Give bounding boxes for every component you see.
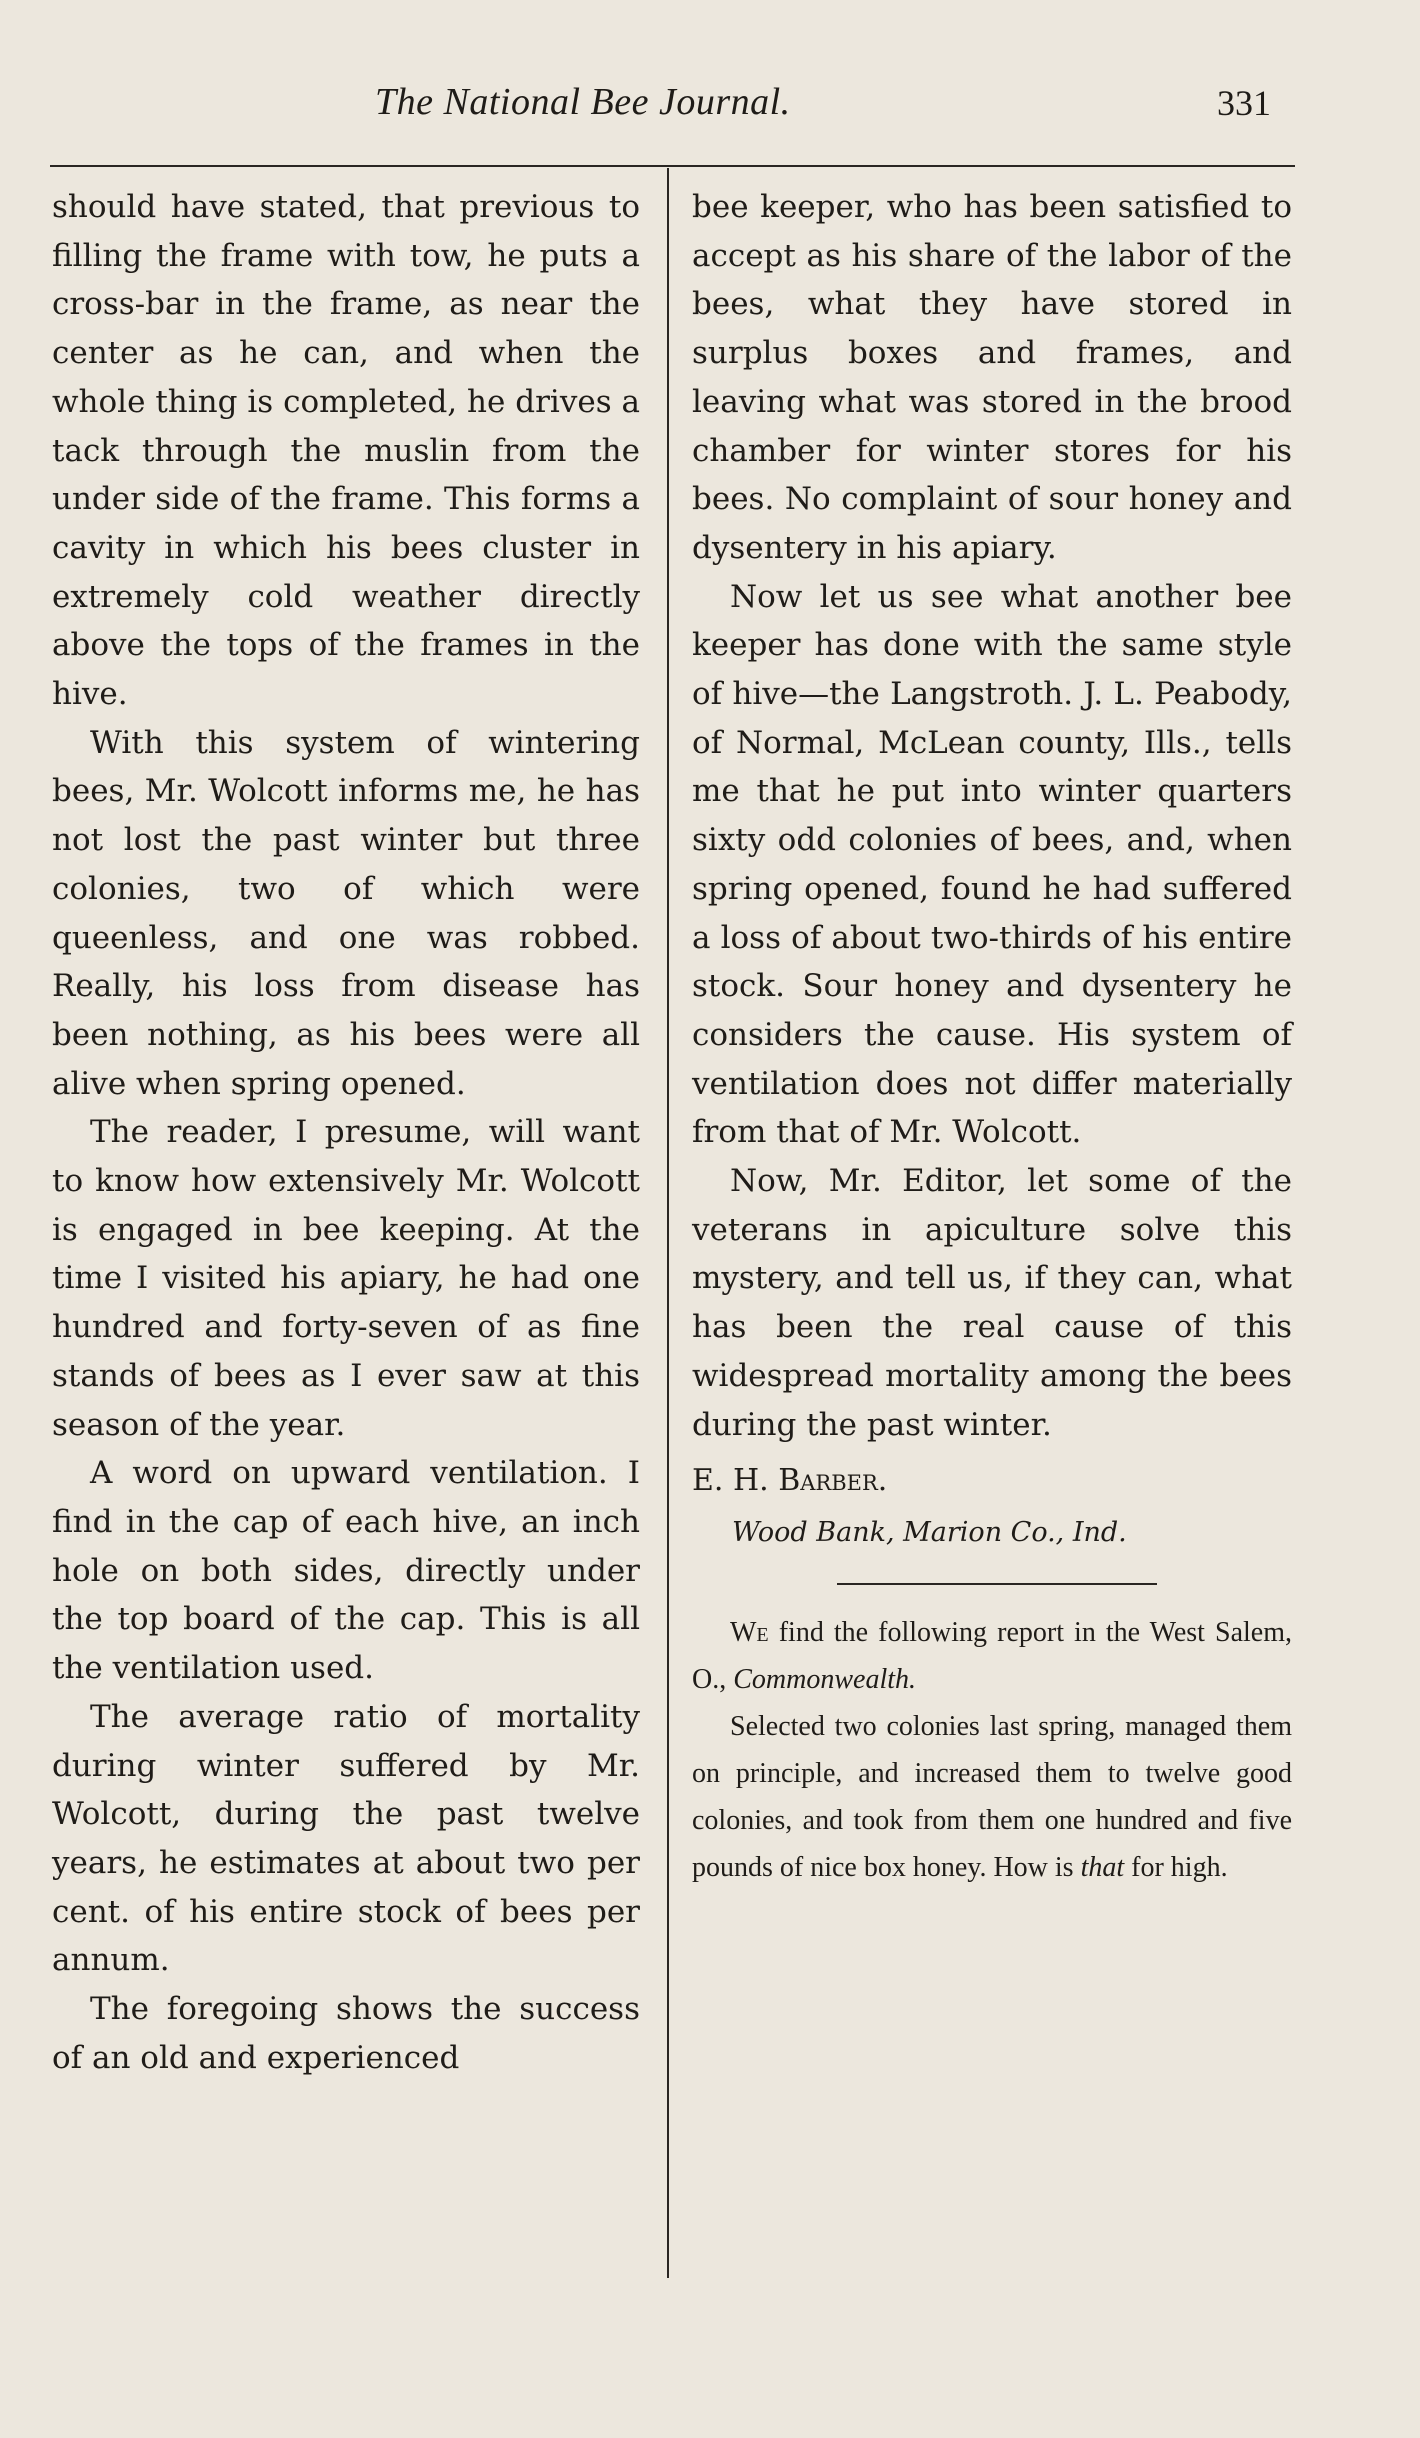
paragraph: bee keeper, who has been satisfied to accept as his share of the labor of the bees, what they have stored in surplus boxes and frames, and leaving what was stored in the brood chamber for winter stores for his bees. No complaint of sour honey and dysentery in his apiary.: [692, 189, 1292, 566]
running-title: The National Bee Journal.: [375, 81, 791, 123]
paragraph: A word on upward ventilation. I find in the cap of each hive, an inch hole on both sides, directly under the top board of the cap. This is all the ventilation used.: [52, 1455, 640, 1687]
note-body-text: Selected two colonies last spring, managed them on principle, and increased them to twelve good colonies, and took from them one hundred and five pounds of nice box honey. How is: [692, 1711, 1292, 1884]
note-body-end: for high.: [1124, 1852, 1228, 1884]
note-intro: [692, 1609, 1292, 1703]
section-divider: [837, 1583, 1157, 1585]
column-rule: [667, 168, 669, 2278]
note-body: [692, 1703, 1292, 1891]
paragraph: Now, Mr. Editor, let some of the veterans in apiculture solve this mystery, and tell us, if they can, what has been the real cause of this widespread mortality among the bees during the past winter.: [692, 1163, 1292, 1443]
note-emphasis: that: [1080, 1852, 1125, 1884]
note-intro-text: find the following report in the West Salem, O.,: [692, 1617, 1292, 1696]
page-number: 331: [1217, 83, 1271, 123]
paragraph: The reader, I presume, will want to know how extensively Mr. Wolcott is engaged in bee keeping. At the time I visited his apiary, he had one hundred and forty-seven of as fine stands of bees as I ever saw at this season of the year.: [52, 1114, 640, 1443]
paragraph: should have stated, that previous to filling the frame with tow, he puts a cross-bar in the frame, as near the center as he can, and when the whole thing is completed, he drives a tack through the muslin from the under side of the frame. This forms a cavity in which his bees cluster in extremely cold weather directly above the tops of the frames in the hive.: [52, 189, 640, 713]
author-location: Wood Bank, Marion Co., Ind.: [732, 1517, 1127, 1549]
paragraph: The foregoing shows the success of an old and experienced: [52, 1991, 640, 2076]
author-signature: E. H. Barber.: [692, 1463, 888, 1499]
paragraph: The average ratio of mortality during winter suffered by Mr. Wolcott, during the past twelve years, he estimates at about two per cent. of his entire stock of bees per annum.: [52, 1698, 640, 1979]
header-rule: [50, 165, 1295, 167]
left-column: [52, 183, 640, 2082]
paragraph: Now let us see what another bee keeper has done with the same style of hive—the Langstroth. J. L. Peabody, of Normal, McLean county, Ills., tells me that he put into winter quarters sixty odd colonies of bees, and, when spring opened, found he had suffered a loss of about two-thirds of his entire stock. Sour honey and dysentery he considers the cause. His system of ventilation does not differ materially from that of Mr. Wolcott.: [692, 578, 1292, 1151]
note-lead-word: We: [730, 1617, 769, 1649]
note-source: Commonwealth.: [733, 1664, 917, 1696]
paragraph: With this system of wintering bees, Mr. Wolcott informs me, he has not lost the past winter but three colonies, two of which were queenless, and one was robbed. Really, his loss from disease has been nothing, as his bees were all alive when spring opened.: [52, 724, 640, 1102]
right-column: [692, 183, 1292, 1891]
